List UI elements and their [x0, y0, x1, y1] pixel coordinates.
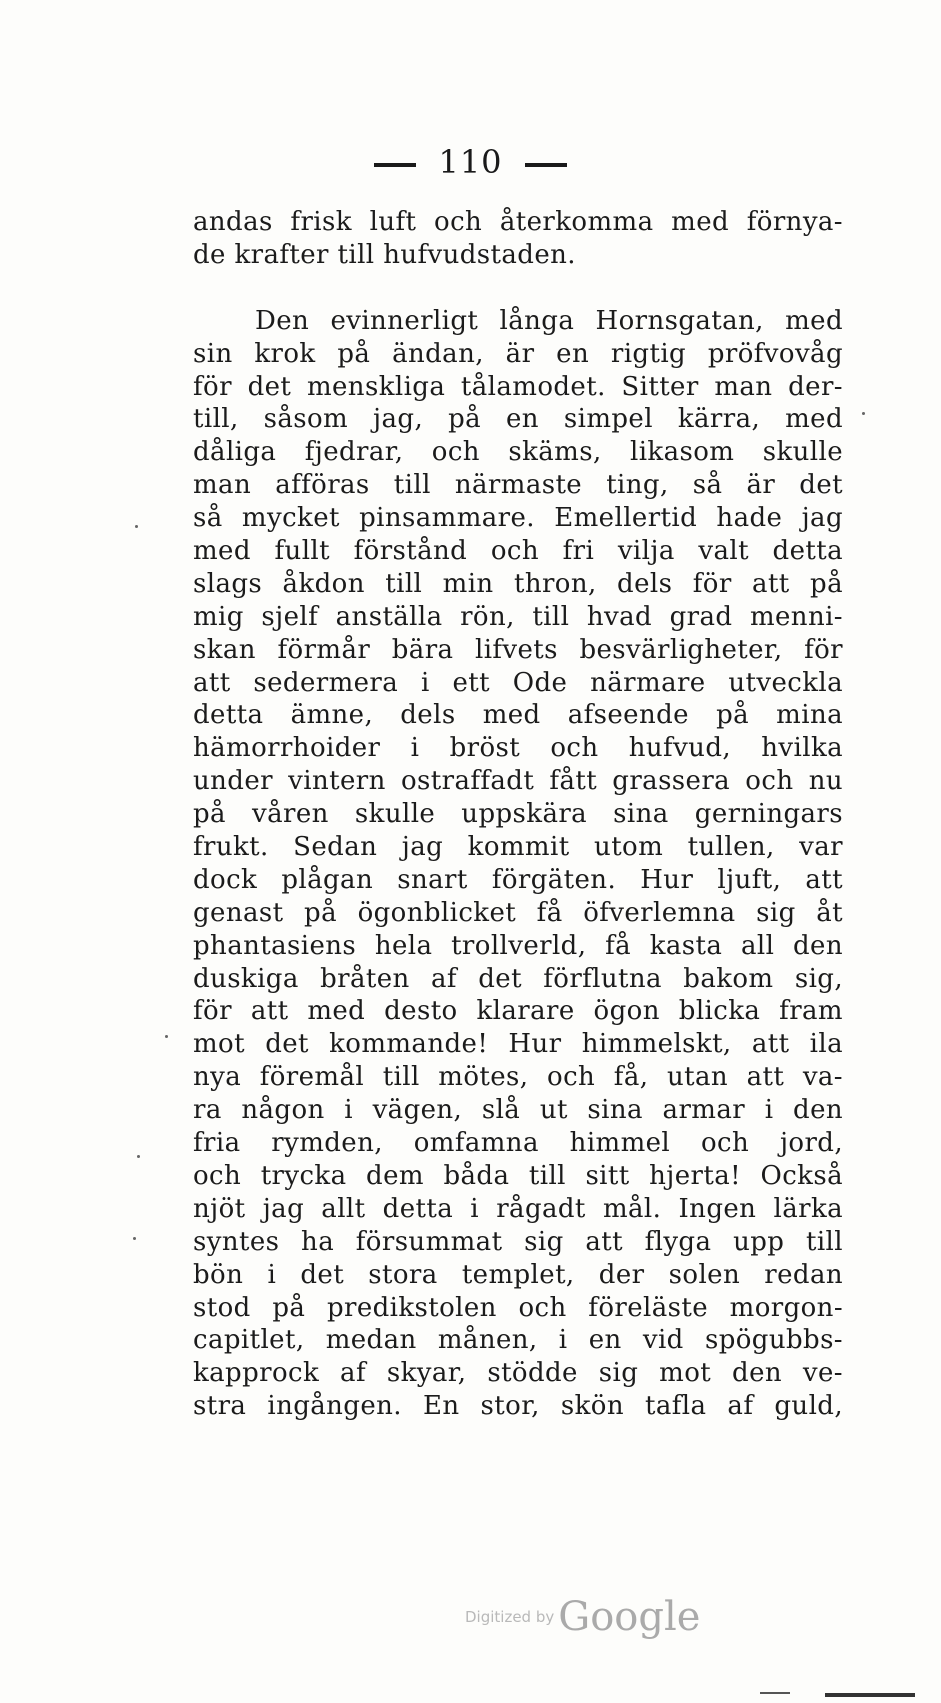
- text-line: duskiga bråten af det förflutna bakom sig,: [193, 963, 843, 994]
- text-line: fria rymden, omfamna himmel och jord,: [193, 1128, 843, 1159]
- text-line: på våren skulle uppskära sina gerningars: [193, 799, 843, 830]
- text-line: ra någon i vägen, slå ut sina armar i den: [193, 1095, 843, 1126]
- paragraph-2: [193, 305, 843, 1423]
- paragraph-gap: [193, 272, 843, 305]
- page-number: 110: [438, 143, 503, 181]
- speck: [135, 525, 138, 528]
- speck: [133, 1237, 136, 1240]
- watermark-prefix: Digitized by: [465, 1608, 555, 1626]
- text-line: capitlet, medan månen, i en vid spögubbs-: [193, 1325, 843, 1356]
- text-line: andas frisk luft och återkomma med förnya-: [193, 207, 843, 237]
- text-line: skan förmår bära lifvets besvärligheter, för: [193, 634, 843, 665]
- text-line: under vintern ostraffadt fått grassera och nu: [193, 766, 843, 797]
- text-line: mig sjelf anställa rön, till hvad grad menni-: [193, 601, 843, 632]
- text-line: så mycket pinsammare. Emellertid hade jag: [193, 503, 843, 534]
- header-dash-right: [525, 163, 567, 167]
- text-line: sin krok på ändan, är en rigtig pröfvovåg: [193, 338, 843, 369]
- speck: [165, 1035, 168, 1038]
- page-header: [0, 143, 941, 181]
- text-line: stod på predikstolen och föreläste morgon-: [193, 1292, 843, 1323]
- google-logo: Google: [558, 1594, 701, 1640]
- text-line: de krafter till hufvudstaden.: [193, 239, 576, 270]
- text-line: stra ingången. En stor, skön tafla af guld,: [193, 1391, 843, 1422]
- scan-artifact: [760, 1692, 790, 1694]
- header-dash-left: [374, 163, 416, 167]
- text-line: hämorrhoider i bröst och hufvud, hvilka: [193, 733, 843, 764]
- text-line: slags åkdon till min thron, dels för att på: [193, 568, 843, 599]
- digitized-watermark: [465, 1594, 700, 1640]
- text-line: phantasiens hela trollverld, få kasta all den: [193, 930, 843, 961]
- paragraph-1: [193, 206, 843, 272]
- text-line: dåliga fjedrar, och skäms, likasom skulle: [193, 437, 843, 468]
- text-line: med fullt förstånd och fri vilja valt detta: [193, 536, 843, 567]
- text-line: mot det kommande! Hur himmelskt, att ila: [193, 1029, 843, 1060]
- text-line: nya föremål till mötes, och få, utan att va-: [193, 1062, 843, 1093]
- text-line: till, såsom jag, på en simpel kärra, med: [193, 404, 843, 435]
- text-line: Den evinnerligt långa Hornsgatan, med: [255, 305, 843, 336]
- text-line: detta ämne, dels med afseende på mina: [193, 700, 843, 731]
- text-line: dock plågan snart förgäten. Hur ljuft, att: [193, 864, 843, 895]
- text-line: frukt. Sedan jag kommit utom tullen, var: [193, 832, 843, 863]
- text-line: njöt jag allt detta i rågadt mål. Ingen lärka: [193, 1193, 843, 1224]
- text-line: kapprock af skyar, stödde sig mot den ve-: [193, 1358, 843, 1389]
- text-line: syntes ha försummat sig att flyga upp till: [193, 1226, 843, 1257]
- text-line: och trycka dem båda till sitt hjerta! Också: [193, 1160, 843, 1191]
- text-line: man afföras till närmaste ting, så är det: [193, 470, 843, 501]
- text-line: att sedermera i ett Ode närmare utveckla: [193, 667, 843, 698]
- speck: [137, 1155, 140, 1158]
- text-line: bön i det stora templet, der solen redan: [193, 1259, 843, 1290]
- scan-artifact: [825, 1693, 915, 1697]
- body-text: [193, 206, 843, 1423]
- text-line: för att med desto klarare ögon blicka fram: [193, 996, 843, 1027]
- text-line: för det menskliga tålamodet. Sitter man der-: [193, 371, 843, 402]
- text-line: genast på ögonblicket få öfverlemna sig åt: [193, 897, 843, 928]
- speck: [862, 412, 865, 415]
